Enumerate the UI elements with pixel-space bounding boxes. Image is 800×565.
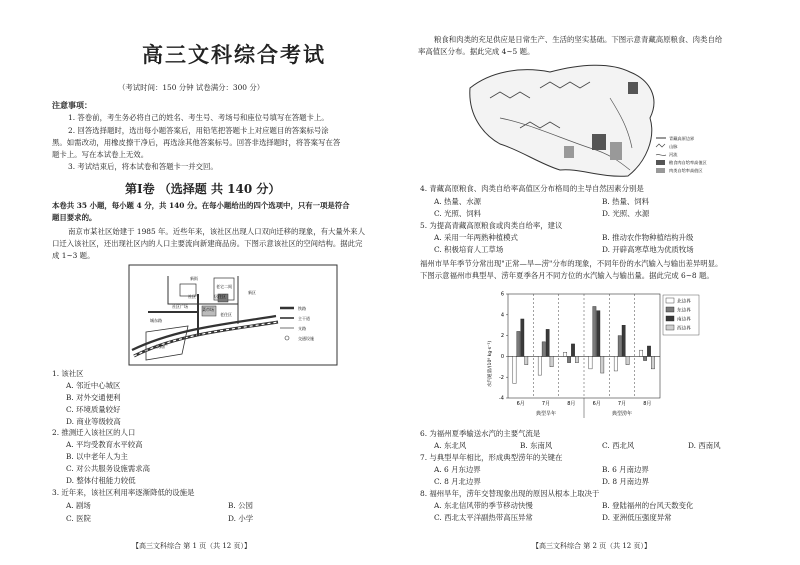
bar [651,356,654,368]
question-6-option[interactable]: D. 西南风 [688,441,721,450]
notice-line: 黑。如需改动，用橡皮擦干净后，再选涂其他答案标号。回答非选择题时，将答案写在答 [52,138,341,147]
x-tick-label: 8月 [567,401,576,407]
question-7-option[interactable]: B. 6 月南边界 [602,465,649,474]
bar [614,356,617,371]
y-axis-label: 水汽通量/(10⁶ kg·s⁻¹) [488,340,493,388]
question-5-option[interactable]: D. 开辟高寒草地为优质牧场 [602,245,694,254]
question-2-stem: 2. 推测迁入该社区的人口 [52,428,136,437]
legend-label: 南边界 [677,317,691,323]
bar [525,356,528,364]
bar [647,346,650,356]
notice-line: 3. 考试结束后，将本试卷和答题卡一并交回。 [68,162,218,171]
map-label: 城东路 [150,318,162,323]
map-label: 社区广场 [172,304,188,309]
y-tick-label: -2 [499,374,504,381]
bar [563,352,566,356]
question-7-option[interactable]: C. 8 月北边界 [434,477,481,486]
bar [589,356,592,368]
map-label: 老住区 [220,312,232,317]
instruction-line: 题目要求的。 [52,213,97,222]
passage-line: 口迁入该社区，还出现社区内的人口主要流向新建商品房。下图示意该社区的空间结构。据此完 [52,239,363,248]
question-3-option[interactable]: A. 剧场 [66,501,91,510]
y-tick-label: 4 [500,312,504,319]
question-4-option[interactable]: C. 光照、饲料 [434,209,482,218]
legend-swatch [666,325,674,330]
page-footer: 【高三文科综合 第 1 页（共 12 页）】 [132,542,251,550]
x-tick-label: 7月 [617,401,627,407]
exam-subtitle: （考试时间：150 分钟 试卷满分：300 分） [118,83,265,92]
question-3-option[interactable]: D. 小学 [228,514,254,523]
x-tick-label: 7月 [541,401,551,407]
question-1-option[interactable]: A. 邻近中心城区 [66,381,121,390]
plateau-map [460,58,707,184]
bar [513,356,516,383]
passage-line: 福州市旱年季节分常出现"正常—旱—涝"分布的现象，不同年份的水汽输入与输出差异明显。 [420,259,723,268]
question-2-option[interactable]: B. 以中老年人为主 [66,452,128,461]
page-footer: 【高三文科综合 第 2 页（共 12 页）】 [532,542,651,550]
exam-title: 高三文科综合考试 [142,42,326,67]
bar [639,350,642,356]
bar [542,342,545,357]
map-legend-item: 粮食肉自给率高值区 [669,160,707,165]
x-tick-label: 6月 [592,401,601,407]
question-7-stem: 7. 与典型旱年相比，形成典型涝年的关键在 [420,453,563,462]
notice-line: 2. 回答选择题时，选出每小题答案后，用铅笔把答题卡上对应题目的答案标号涂 [68,126,329,135]
map-legend-item: 山脉 [669,144,678,149]
intro-line: 粮食和肉类的充足供应是日常生产、生活的坚实基础。下图示意青藏高原粮食、肉类自给 [434,35,723,44]
bar [597,311,600,357]
x-tick-label: 8月 [643,401,652,407]
question-5-stem: 5. 为提高青藏高原粮食或肉类自给率，建议 [420,221,563,230]
bar [601,356,604,373]
question-6-option[interactable]: B. 东南风 [520,441,553,450]
question-5-option[interactable]: C. 积极培育人工草场 [434,245,504,254]
map-label: 菜市场 [202,307,214,312]
map-legend-item: 肉类自给率高值区 [669,168,703,173]
question-2-option[interactable]: C. 对公共服务设施需求高 [66,464,150,473]
passage-line: 成 1~3 题。 [52,251,95,260]
question-3-stem: 3. 近年来，该社区利用率逐渐降低的设施是 [52,488,195,497]
y-tick-label: 0 [500,354,504,360]
passage-line: 南京市某社区始建于 1985 年。近些年来，该社区出现人口双向迁移的现象，有大量外来人 [68,227,365,236]
question-4-option[interactable]: D. 光照、水源 [602,209,650,218]
passage-line: 下图示意福州市典型旱、涝年夏季各月不同方位的水汽输入与输出量。据此完成 6~8 题。 [420,271,714,280]
x-tick-label: 6月 [516,401,525,407]
bar [546,329,549,356]
question-6-stem: 6. 为福州夏季输送水汽的主要气流是 [420,429,541,438]
section-title: 第Ⅰ卷 （选择题 共 140 分） [125,182,281,196]
bar [618,336,621,357]
question-3-option[interactable]: B. 公园 [228,501,253,510]
y-tick-label: -4 [499,395,504,402]
question-4-option[interactable]: A. 热量、水源 [434,197,481,206]
legend-label: 西边界 [677,326,691,332]
bar [622,325,625,356]
bar [643,356,646,360]
question-8-option[interactable]: D. 亚洲低压强度异常 [602,513,672,522]
y-tick-label: 6 [500,291,504,298]
legend-label: 东边界 [677,308,691,314]
question-1-stem: 1. 该社区 [52,369,84,378]
community-map [128,264,338,366]
notice-line: 题卡上。写在本试卷上无效。 [52,150,149,159]
bar [538,356,541,375]
question-4-stem: 4. 青藏高原粮食、肉类自给率高值区分布格局的主导自然因素分别是 [420,184,644,193]
question-5-option[interactable]: B. 推动农作物种植结构升级 [602,233,694,242]
legend-swatch [666,316,674,321]
map-label: 新街 [190,276,198,281]
map-legend-item: 河流 [669,152,678,157]
map-legend-item: 支路 [298,326,306,331]
y-tick-label: 2 [500,333,504,340]
question-1-option[interactable]: B. 对外交通便利 [66,393,121,402]
instruction-line: 本卷共 35 小题，每小题 4 分，共 140 分。在每小题给出的四个选项中，只有一项是符合 [52,201,350,210]
bar [571,344,574,356]
map-label: 新区 [248,290,256,295]
map-legend-item: 交通设施 [298,336,314,341]
question-8-option[interactable]: C. 西北太平洋副热带高压异常 [434,513,533,522]
question-5-option[interactable]: A. 采用一年两熟种植模式 [434,233,518,242]
question-1-option[interactable]: D. 商业等级较高 [66,417,121,426]
map-legend-item: 主干道 [298,316,310,321]
bar [517,331,520,356]
question-3-option[interactable]: C. 医院 [66,514,91,523]
question-7-option[interactable]: A. 6 月东边界 [434,465,481,474]
question-8-stem: 8. 福州旱年，涝年交替现象出现的原因从根本上取决于 [420,489,600,498]
map-label: 社区 [188,294,196,299]
water-vapor-chart [482,286,702,424]
group-label: 典型旱年 [535,411,557,417]
question-7-option[interactable]: D. 8 月南边界 [602,477,649,486]
map-label: 老宅二间 [216,284,232,289]
group-label: 典型涝年 [611,411,633,417]
question-8-option[interactable]: A. 东北信风带的季节移动快慢 [434,501,533,510]
legend-label: 北边界 [677,299,691,305]
right-page [400,0,800,565]
question-2-option[interactable]: A. 平均受教育水平较高 [66,440,143,449]
question-6-option[interactable]: A. 东北风 [434,441,467,450]
intro-line: 率高值区分布。据此完成 4~5 题。 [418,47,535,56]
plateau-boundary [470,65,654,176]
question-2-option[interactable]: D. 整体付租能力较低 [66,476,136,485]
question-4-option[interactable]: B. 热量、饲料 [602,197,650,206]
legend-swatch [666,298,674,303]
notice-heading: 注意事项： [52,100,92,110]
question-1-option[interactable]: C. 环境质量较好 [66,405,121,414]
map-label: 居住区 [214,294,226,299]
question-8-option[interactable]: B. 登陆福州的台风天数变化 [602,501,694,510]
bar [626,356,629,364]
map-legend-item: 青藏高原边界 [669,136,695,141]
question-6-option[interactable]: C. 西北风 [602,441,635,450]
legend-swatch [666,307,674,312]
map-label: 铁路广 [156,344,168,349]
bar [550,356,553,366]
map-legend-item: 铁路 [298,306,306,311]
bar [521,319,524,356]
bar [575,356,578,362]
bar [567,356,570,362]
bar [593,306,596,356]
notice-line: 1. 答卷前，考生务必将自己的姓名、考生号、考场号和座位号填写在答题卡上。 [68,113,329,122]
